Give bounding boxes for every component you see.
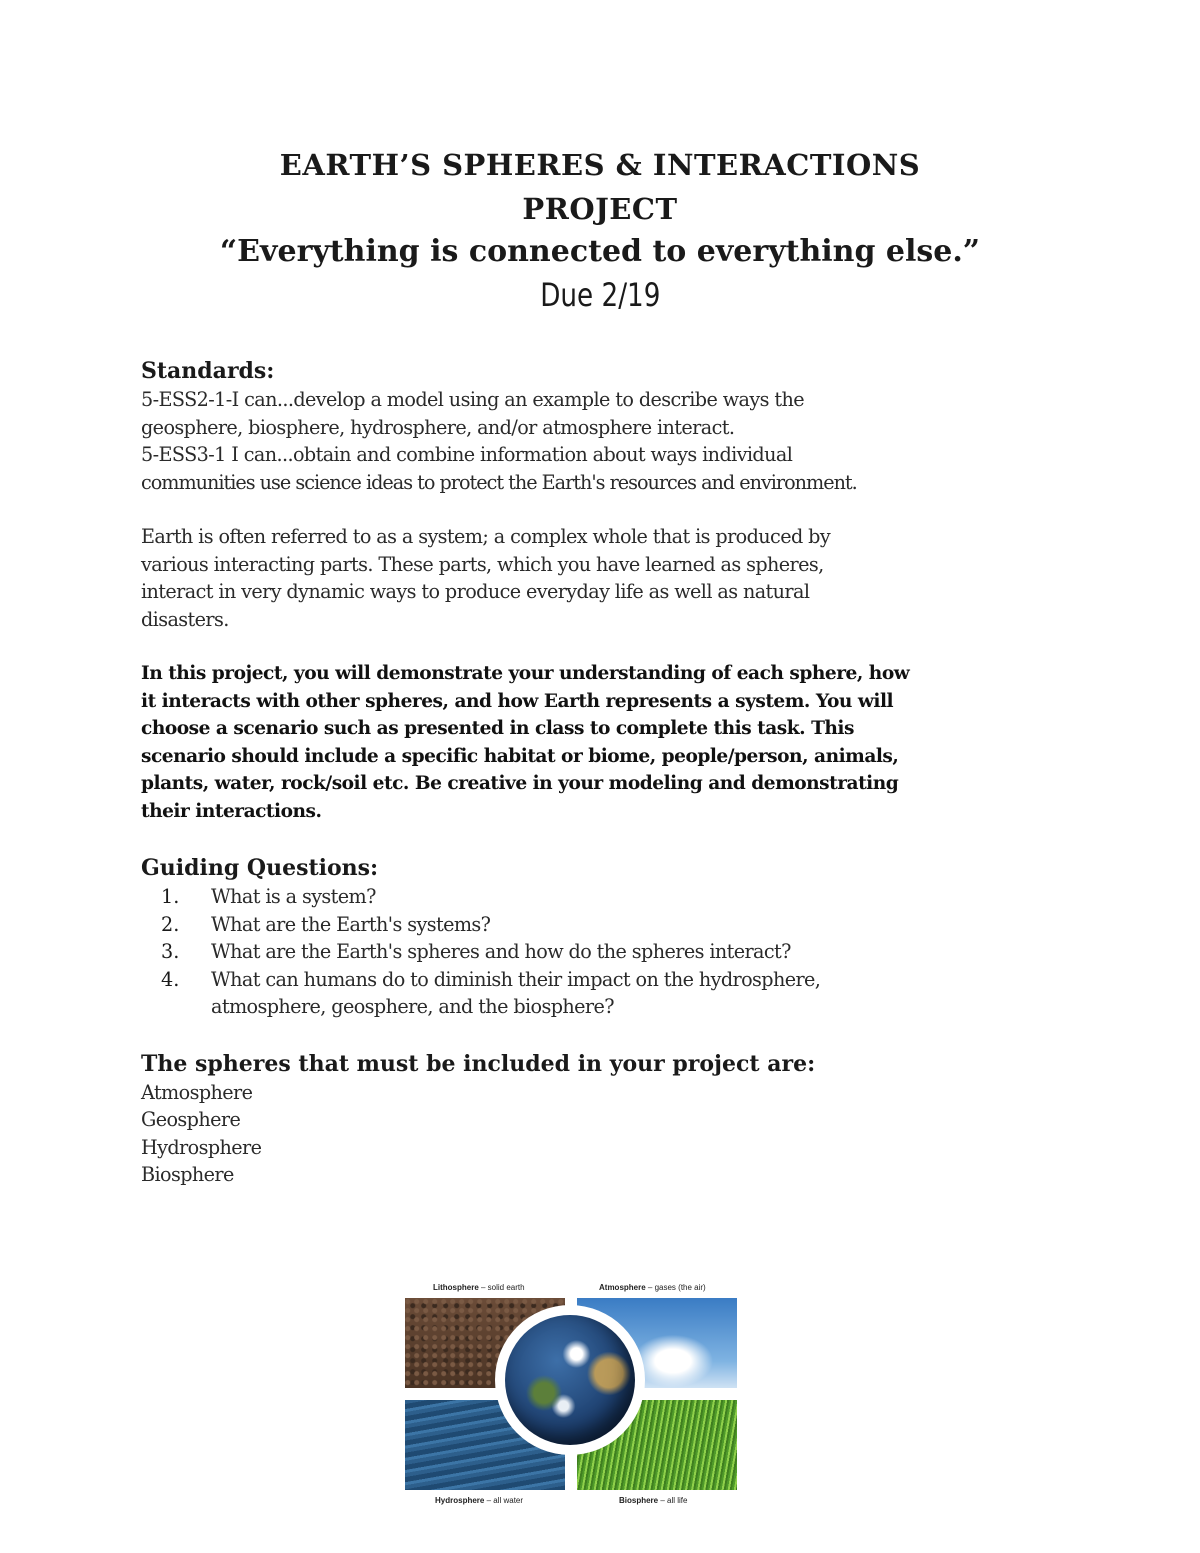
question-text: What are the Earth's spheres and how do the spheres interact? [211, 940, 791, 963]
due-date: Due 2/19 [539, 276, 661, 314]
lithosphere-caption: Lithosphere – solid earth [433, 1283, 525, 1292]
list-item [141, 911, 1071, 939]
project-line: it interacts with other spheres, and how Earth represents a system. You will [141, 690, 894, 712]
sphere-item: Geosphere [141, 1108, 241, 1131]
project-quote: “Everything is connected to everything else.” [219, 234, 981, 269]
list-number: 1. [161, 885, 180, 908]
guiding-questions-list [141, 883, 1071, 1021]
question-text: What can humans do to diminish their impact on the hydrosphere, [211, 967, 821, 991]
project-title: EARTH’S SPHERES & INTERACTIONS [279, 148, 921, 182]
hydrosphere-caption: Hydrosphere – all water [435, 1496, 524, 1505]
content-body [141, 356, 1071, 1189]
list-number: 2. [161, 912, 180, 936]
biosphere-caption: Biosphere – all life [619, 1496, 688, 1505]
project-line: choose a scenario such as presented in class to complete this task. This [141, 718, 854, 739]
standards-heading: Standards: [141, 358, 275, 384]
list-number: 4. [161, 967, 180, 991]
project-line: their interactions. [141, 800, 322, 822]
project-line: plants, water, rock/soil etc. Be creative in your modeling and demonstrating [141, 773, 899, 794]
title-block [0, 143, 1200, 317]
project-line: scenario should include a specific habitat or biome, people/person, animals, [141, 745, 899, 767]
project-line: In this project, you will demonstrate your understanding of each sphere, how [141, 663, 910, 684]
intro-line: various interacting parts. These parts, which you have learned as spheres, [141, 552, 824, 576]
list-item [141, 883, 1071, 911]
list-item [141, 966, 1071, 1021]
standards-line: geosphere, biosphere, hydrosphere, and/or atmosphere interact. [141, 415, 735, 439]
standards-line: 5-ESS3-1 I can...obtain and combine information about ways individual [141, 443, 793, 466]
question-text: What are the Earth's systems? [211, 912, 491, 936]
earth-spheres-figure [403, 1278, 737, 1510]
earth-globe-image [505, 1315, 635, 1445]
list-number: 3. [161, 940, 180, 963]
intro-line: interact in very dynamic ways to produce everyday life as well as natural [141, 580, 810, 603]
intro-line: Earth is often referred to as a system; a complex whole that is produced by [141, 525, 831, 548]
intro-line: disasters. [141, 607, 229, 631]
atmosphere-caption: Atmosphere – gases (the air) [599, 1283, 706, 1292]
guiding-heading: Guiding Questions: [141, 855, 379, 881]
question-text: atmosphere, geosphere, and the biosphere? [211, 995, 614, 1018]
sphere-item: Atmosphere [141, 1080, 253, 1104]
project-title-2: PROJECT [522, 192, 678, 226]
sphere-item: Hydrosphere [141, 1135, 262, 1159]
sphere-item: Biosphere [141, 1163, 234, 1186]
list-item [141, 938, 1071, 966]
spheres-heading: The spheres that must be included in your project are: [141, 1050, 816, 1077]
standards-line: 5-ESS2-1-I can...develop a model using an example to describe ways the [141, 388, 804, 411]
question-text: What is a system? [211, 885, 376, 908]
standards-line: communities use science ideas to protect the Earth's resources and environment. [141, 470, 857, 494]
